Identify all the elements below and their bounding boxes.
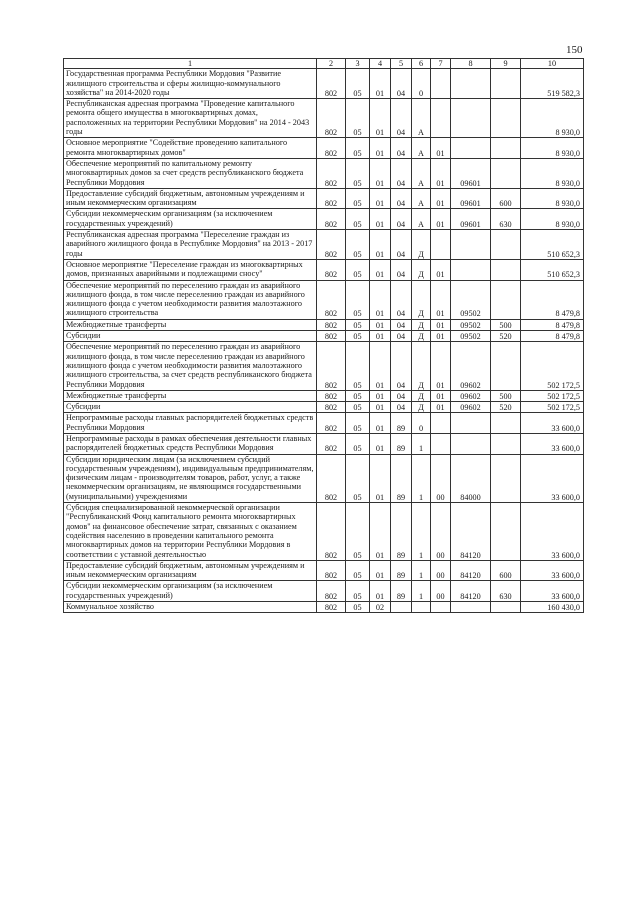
subprogram-code-cell: Д [412,259,431,280]
item-name-cell: Межбюджетные трансферты [64,390,317,401]
budget-table [63,58,584,613]
admin-code-cell: 802 [317,560,346,581]
amount-cell: 33 600,0 [521,581,584,602]
expense-code-cell [451,602,491,613]
subsection-code-cell: 01 [370,433,391,454]
table-body [64,69,584,613]
expense-code-cell: 84000 [451,454,491,502]
item-name-cell: Непрограммные расходы главных распорядителей бюджетных средств Республики Мордовия [64,413,317,434]
amount-cell: 33 600,0 [521,560,584,581]
subsection-code-cell: 01 [370,209,391,230]
subsection-code-cell: 01 [370,560,391,581]
subsection-code-cell: 01 [370,188,391,209]
item-name-cell: Предоставление субсидий бюджетным, автономным учреждениям и иным некоммерческим организациям [64,560,317,581]
admin-code-cell: 802 [317,433,346,454]
table-row [64,69,584,99]
section-code-cell: 05 [346,402,370,413]
activity-code-cell [431,602,451,613]
expense-code-cell: 09602 [451,390,491,401]
program-code-cell: 04 [391,331,412,342]
section-code-cell: 05 [346,230,370,260]
admin-code-cell: 802 [317,230,346,260]
table-row [64,99,584,138]
subsection-code-cell: 01 [370,99,391,138]
column-header: 8 [451,59,491,69]
program-code-cell: 04 [391,138,412,159]
table-row [64,280,584,319]
subsection-code-cell: 01 [370,342,391,390]
section-code-cell: 05 [346,602,370,613]
table-row [64,602,584,613]
table-row [64,413,584,434]
admin-code-cell: 802 [317,69,346,99]
page-number: 150 [566,44,583,56]
item-name-cell: Субсидии [64,402,317,413]
program-code-cell: 04 [391,158,412,188]
expense-code-cell: 84120 [451,560,491,581]
item-name-cell: Субсидии юридическим лицам (за исключением субсидий государственным учреждениям), индивидуальным предпринимателям, физическим лицам - производителям товаров, работ, услуг, а также некоммерческим организациям, не являющимся государственными (муниципальными) учреждениями [64,454,317,502]
table-row [64,138,584,159]
column-header: 1 [64,59,317,69]
table-row [64,158,584,188]
section-code-cell: 05 [346,454,370,502]
expense-type-code-cell [491,69,521,99]
item-name-cell: Непрограммные расходы в рамках обеспечения деятельности главных распорядителей бюджетных средств Республики Мордовия [64,433,317,454]
item-name-cell: Республиканская адресная программа "Проведение капитального ремонта общего имущества в многоквартирных домах, расположенных на территории Республики Мордовия" на 2014 - 2043 годы [64,99,317,138]
item-name-cell: Субсидии некоммерческим организациям (за исключением государственных учреждений) [64,209,317,230]
subprogram-code-cell: Д [412,331,431,342]
program-code-cell: 04 [391,280,412,319]
subprogram-code-cell: Д [412,230,431,260]
column-header: 6 [412,59,431,69]
expense-code-cell: 09601 [451,158,491,188]
item-name-cell: Субсидии некоммерческим организациям (за исключением государственных учреждений) [64,581,317,602]
subprogram-code-cell: Д [412,390,431,401]
table-row [64,454,584,502]
amount-cell: 8 930,0 [521,138,584,159]
expense-type-code-cell [491,602,521,613]
subprogram-code-cell: 1 [412,581,431,602]
admin-code-cell: 802 [317,503,346,561]
program-code-cell: 04 [391,342,412,390]
expense-type-code-cell: 500 [491,390,521,401]
table-row [64,188,584,209]
expense-type-code-cell [491,99,521,138]
activity-code-cell: 01 [431,402,451,413]
admin-code-cell: 802 [317,402,346,413]
expense-type-code-cell: 600 [491,188,521,209]
expense-type-code-cell [491,138,521,159]
subsection-code-cell: 01 [370,402,391,413]
section-code-cell: 05 [346,560,370,581]
program-code-cell [391,602,412,613]
expense-code-cell [451,138,491,159]
expense-type-code-cell: 630 [491,581,521,602]
program-code-cell: 89 [391,560,412,581]
item-name-cell: Обеспечение мероприятий по переселению граждан из аварийного жилищного фонда, в том числе переселению граждан из аварийного жилищного фонда с учетом необходимости развития малоэтажного жилищного строительства, за счет средств республиканского бюджета Республики Мордовия [64,342,317,390]
admin-code-cell: 802 [317,280,346,319]
subprogram-code-cell: 0 [412,413,431,434]
section-code-cell: 05 [346,69,370,99]
admin-code-cell: 802 [317,319,346,330]
expense-type-code-cell [491,454,521,502]
subsection-code-cell: 01 [370,390,391,401]
expense-code-cell [451,413,491,434]
section-code-cell: 05 [346,503,370,561]
expense-type-code-cell [491,259,521,280]
table-row [64,503,584,561]
column-header: 4 [370,59,391,69]
subsection-code-cell: 01 [370,454,391,502]
table-row [64,331,584,342]
subsection-code-cell: 01 [370,69,391,99]
activity-code-cell: 01 [431,280,451,319]
item-name-cell: Основное мероприятие "Переселение граждан из многоквартирных домов, признанных аварийными и подлежащими сносу" [64,259,317,280]
table-row [64,230,584,260]
subprogram-code-cell: Д [412,319,431,330]
amount-cell: 8 479,8 [521,280,584,319]
activity-code-cell: 01 [431,390,451,401]
program-code-cell: 89 [391,413,412,434]
table-row [64,433,584,454]
expense-code-cell: 09502 [451,319,491,330]
activity-code-cell: 00 [431,503,451,561]
table-row [64,390,584,401]
subsection-code-cell: 01 [370,259,391,280]
section-code-cell: 05 [346,99,370,138]
amount-cell: 8 930,0 [521,188,584,209]
expense-code-cell: 09601 [451,209,491,230]
activity-code-cell [431,69,451,99]
column-header: 9 [491,59,521,69]
expense-code-cell [451,69,491,99]
admin-code-cell: 802 [317,188,346,209]
amount-cell: 8 930,0 [521,99,584,138]
expense-type-code-cell [491,158,521,188]
expense-code-cell: 09602 [451,342,491,390]
subprogram-code-cell: 1 [412,560,431,581]
subsection-code-cell: 01 [370,503,391,561]
amount-cell: 510 652,3 [521,230,584,260]
column-header: 5 [391,59,412,69]
admin-code-cell: 802 [317,581,346,602]
program-code-cell: 89 [391,454,412,502]
amount-cell: 510 652,3 [521,259,584,280]
subprogram-code-cell: А [412,158,431,188]
admin-code-cell: 802 [317,99,346,138]
section-code-cell: 05 [346,209,370,230]
amount-cell: 8 479,8 [521,319,584,330]
program-code-cell: 89 [391,581,412,602]
subprogram-code-cell: А [412,209,431,230]
expense-type-code-cell: 520 [491,402,521,413]
section-code-cell: 05 [346,331,370,342]
expense-type-code-cell [491,280,521,319]
expense-code-cell [451,433,491,454]
program-code-cell: 04 [391,188,412,209]
program-code-cell: 04 [391,209,412,230]
section-code-cell: 05 [346,433,370,454]
activity-code-cell: 01 [431,158,451,188]
subsection-code-cell: 02 [370,602,391,613]
expense-code-cell: 09602 [451,402,491,413]
program-code-cell: 04 [391,390,412,401]
column-header: 7 [431,59,451,69]
admin-code-cell: 802 [317,602,346,613]
section-code-cell: 05 [346,390,370,401]
section-code-cell: 05 [346,280,370,319]
admin-code-cell: 802 [317,331,346,342]
expense-type-code-cell: 520 [491,331,521,342]
expense-code-cell [451,259,491,280]
activity-code-cell: 01 [431,342,451,390]
subsection-code-cell: 01 [370,319,391,330]
subprogram-code-cell: А [412,188,431,209]
program-code-cell: 04 [391,69,412,99]
program-code-cell: 04 [391,99,412,138]
expense-code-cell [451,230,491,260]
admin-code-cell: 802 [317,342,346,390]
activity-code-cell [431,99,451,138]
activity-code-cell: 00 [431,581,451,602]
program-code-cell: 04 [391,230,412,260]
subprogram-code-cell: Д [412,342,431,390]
amount-cell: 33 600,0 [521,413,584,434]
subprogram-code-cell: 0 [412,69,431,99]
item-name-cell: Обеспечение мероприятий по капитальному ремонту многоквартирных домов за счет средств республиканского бюджета Республики Мордовия [64,158,317,188]
activity-code-cell: 01 [431,331,451,342]
subsection-code-cell: 01 [370,331,391,342]
expense-type-code-cell [491,230,521,260]
item-name-cell: Республиканская адресная программа "Переселение граждан из аварийного жилищного фонда в Республике Мордовия" на 2013 - 2017 годы [64,230,317,260]
column-header: 3 [346,59,370,69]
expense-code-cell: 84120 [451,581,491,602]
activity-code-cell [431,433,451,454]
program-code-cell: 04 [391,259,412,280]
subprogram-code-cell: Д [412,280,431,319]
admin-code-cell: 802 [317,209,346,230]
expense-code-cell: 09502 [451,331,491,342]
amount-cell: 502 172,5 [521,402,584,413]
table-row [64,581,584,602]
section-code-cell: 05 [346,319,370,330]
program-code-cell: 04 [391,402,412,413]
section-code-cell: 05 [346,158,370,188]
item-name-cell: Основное мероприятие "Содействие проведению капитального ремонта многоквартирных домов" [64,138,317,159]
subprogram-code-cell: А [412,138,431,159]
amount-cell: 33 600,0 [521,454,584,502]
subsection-code-cell: 01 [370,581,391,602]
subprogram-code-cell: 1 [412,433,431,454]
table-row [64,342,584,390]
section-code-cell: 05 [346,413,370,434]
activity-code-cell: 01 [431,319,451,330]
admin-code-cell: 802 [317,454,346,502]
activity-code-cell: 01 [431,138,451,159]
column-header: 10 [521,59,584,69]
subprogram-code-cell: А [412,99,431,138]
amount-cell: 8 479,8 [521,331,584,342]
amount-cell: 519 582,3 [521,69,584,99]
expense-type-code-cell: 600 [491,560,521,581]
expense-type-code-cell [491,342,521,390]
table-row [64,402,584,413]
amount-cell: 8 930,0 [521,209,584,230]
program-code-cell: 89 [391,433,412,454]
item-name-cell: Межбюджетные трансферты [64,319,317,330]
amount-cell: 502 172,5 [521,342,584,390]
item-name-cell: Субсидия специализированной некоммерческой организации "Республиканский Фонд капитального ремонта многоквартирных домов" на финансовое обеспечение затрат, связанных с оказанием содействия населению в проведении капитального ремонта многоквартирных домов на территории Республики Мордовия в соответствии с уставной деятельностью [64,503,317,561]
item-name-cell: Субсидии [64,331,317,342]
table-row [64,319,584,330]
program-code-cell: 89 [391,503,412,561]
activity-code-cell: 00 [431,454,451,502]
item-name-cell: Государственная программа Республики Мордовия "Развитие жилищного строительства и сферы жилищно-коммунального хозяйства" на 2014-2020 годы [64,69,317,99]
expense-type-code-cell: 630 [491,209,521,230]
admin-code-cell: 802 [317,138,346,159]
table-row [64,209,584,230]
activity-code-cell [431,230,451,260]
subsection-code-cell: 01 [370,138,391,159]
table-header-row [64,59,584,69]
amount-cell: 502 172,5 [521,390,584,401]
expense-type-code-cell [491,503,521,561]
expense-type-code-cell [491,413,521,434]
admin-code-cell: 802 [317,413,346,434]
activity-code-cell: 01 [431,259,451,280]
item-name-cell: Обеспечение мероприятий по переселению граждан из аварийного жилищного фонда, в том числе переселению граждан из аварийного жилищного фонда с учетом необходимости развития малоэтажного жилищного строительства [64,280,317,319]
subsection-code-cell: 01 [370,280,391,319]
subsection-code-cell: 01 [370,230,391,260]
expense-type-code-cell [491,433,521,454]
column-header: 2 [317,59,346,69]
section-code-cell: 05 [346,188,370,209]
activity-code-cell: 01 [431,209,451,230]
section-code-cell: 05 [346,342,370,390]
amount-cell: 33 600,0 [521,433,584,454]
expense-code-cell: 84120 [451,503,491,561]
admin-code-cell: 802 [317,259,346,280]
subsection-code-cell: 01 [370,413,391,434]
program-code-cell: 04 [391,319,412,330]
item-name-cell: Предоставление субсидий бюджетным, автономным учреждениям и иным некоммерческим организациям [64,188,317,209]
subsection-code-cell: 01 [370,158,391,188]
activity-code-cell: 00 [431,560,451,581]
section-code-cell: 05 [346,581,370,602]
expense-code-cell: 09601 [451,188,491,209]
subprogram-code-cell: 1 [412,454,431,502]
table-row [64,259,584,280]
expense-type-code-cell: 500 [491,319,521,330]
subprogram-code-cell: 1 [412,503,431,561]
section-code-cell: 05 [346,138,370,159]
expense-code-cell [451,99,491,138]
section-code-cell: 05 [346,259,370,280]
amount-cell: 160 430,0 [521,602,584,613]
subprogram-code-cell: Д [412,402,431,413]
amount-cell: 33 600,0 [521,503,584,561]
activity-code-cell [431,413,451,434]
table-row [64,560,584,581]
expense-code-cell: 09502 [451,280,491,319]
item-name-cell: Коммунальное хозяйство [64,602,317,613]
activity-code-cell: 01 [431,188,451,209]
amount-cell: 8 930,0 [521,158,584,188]
subprogram-code-cell [412,602,431,613]
admin-code-cell: 802 [317,390,346,401]
admin-code-cell: 802 [317,158,346,188]
